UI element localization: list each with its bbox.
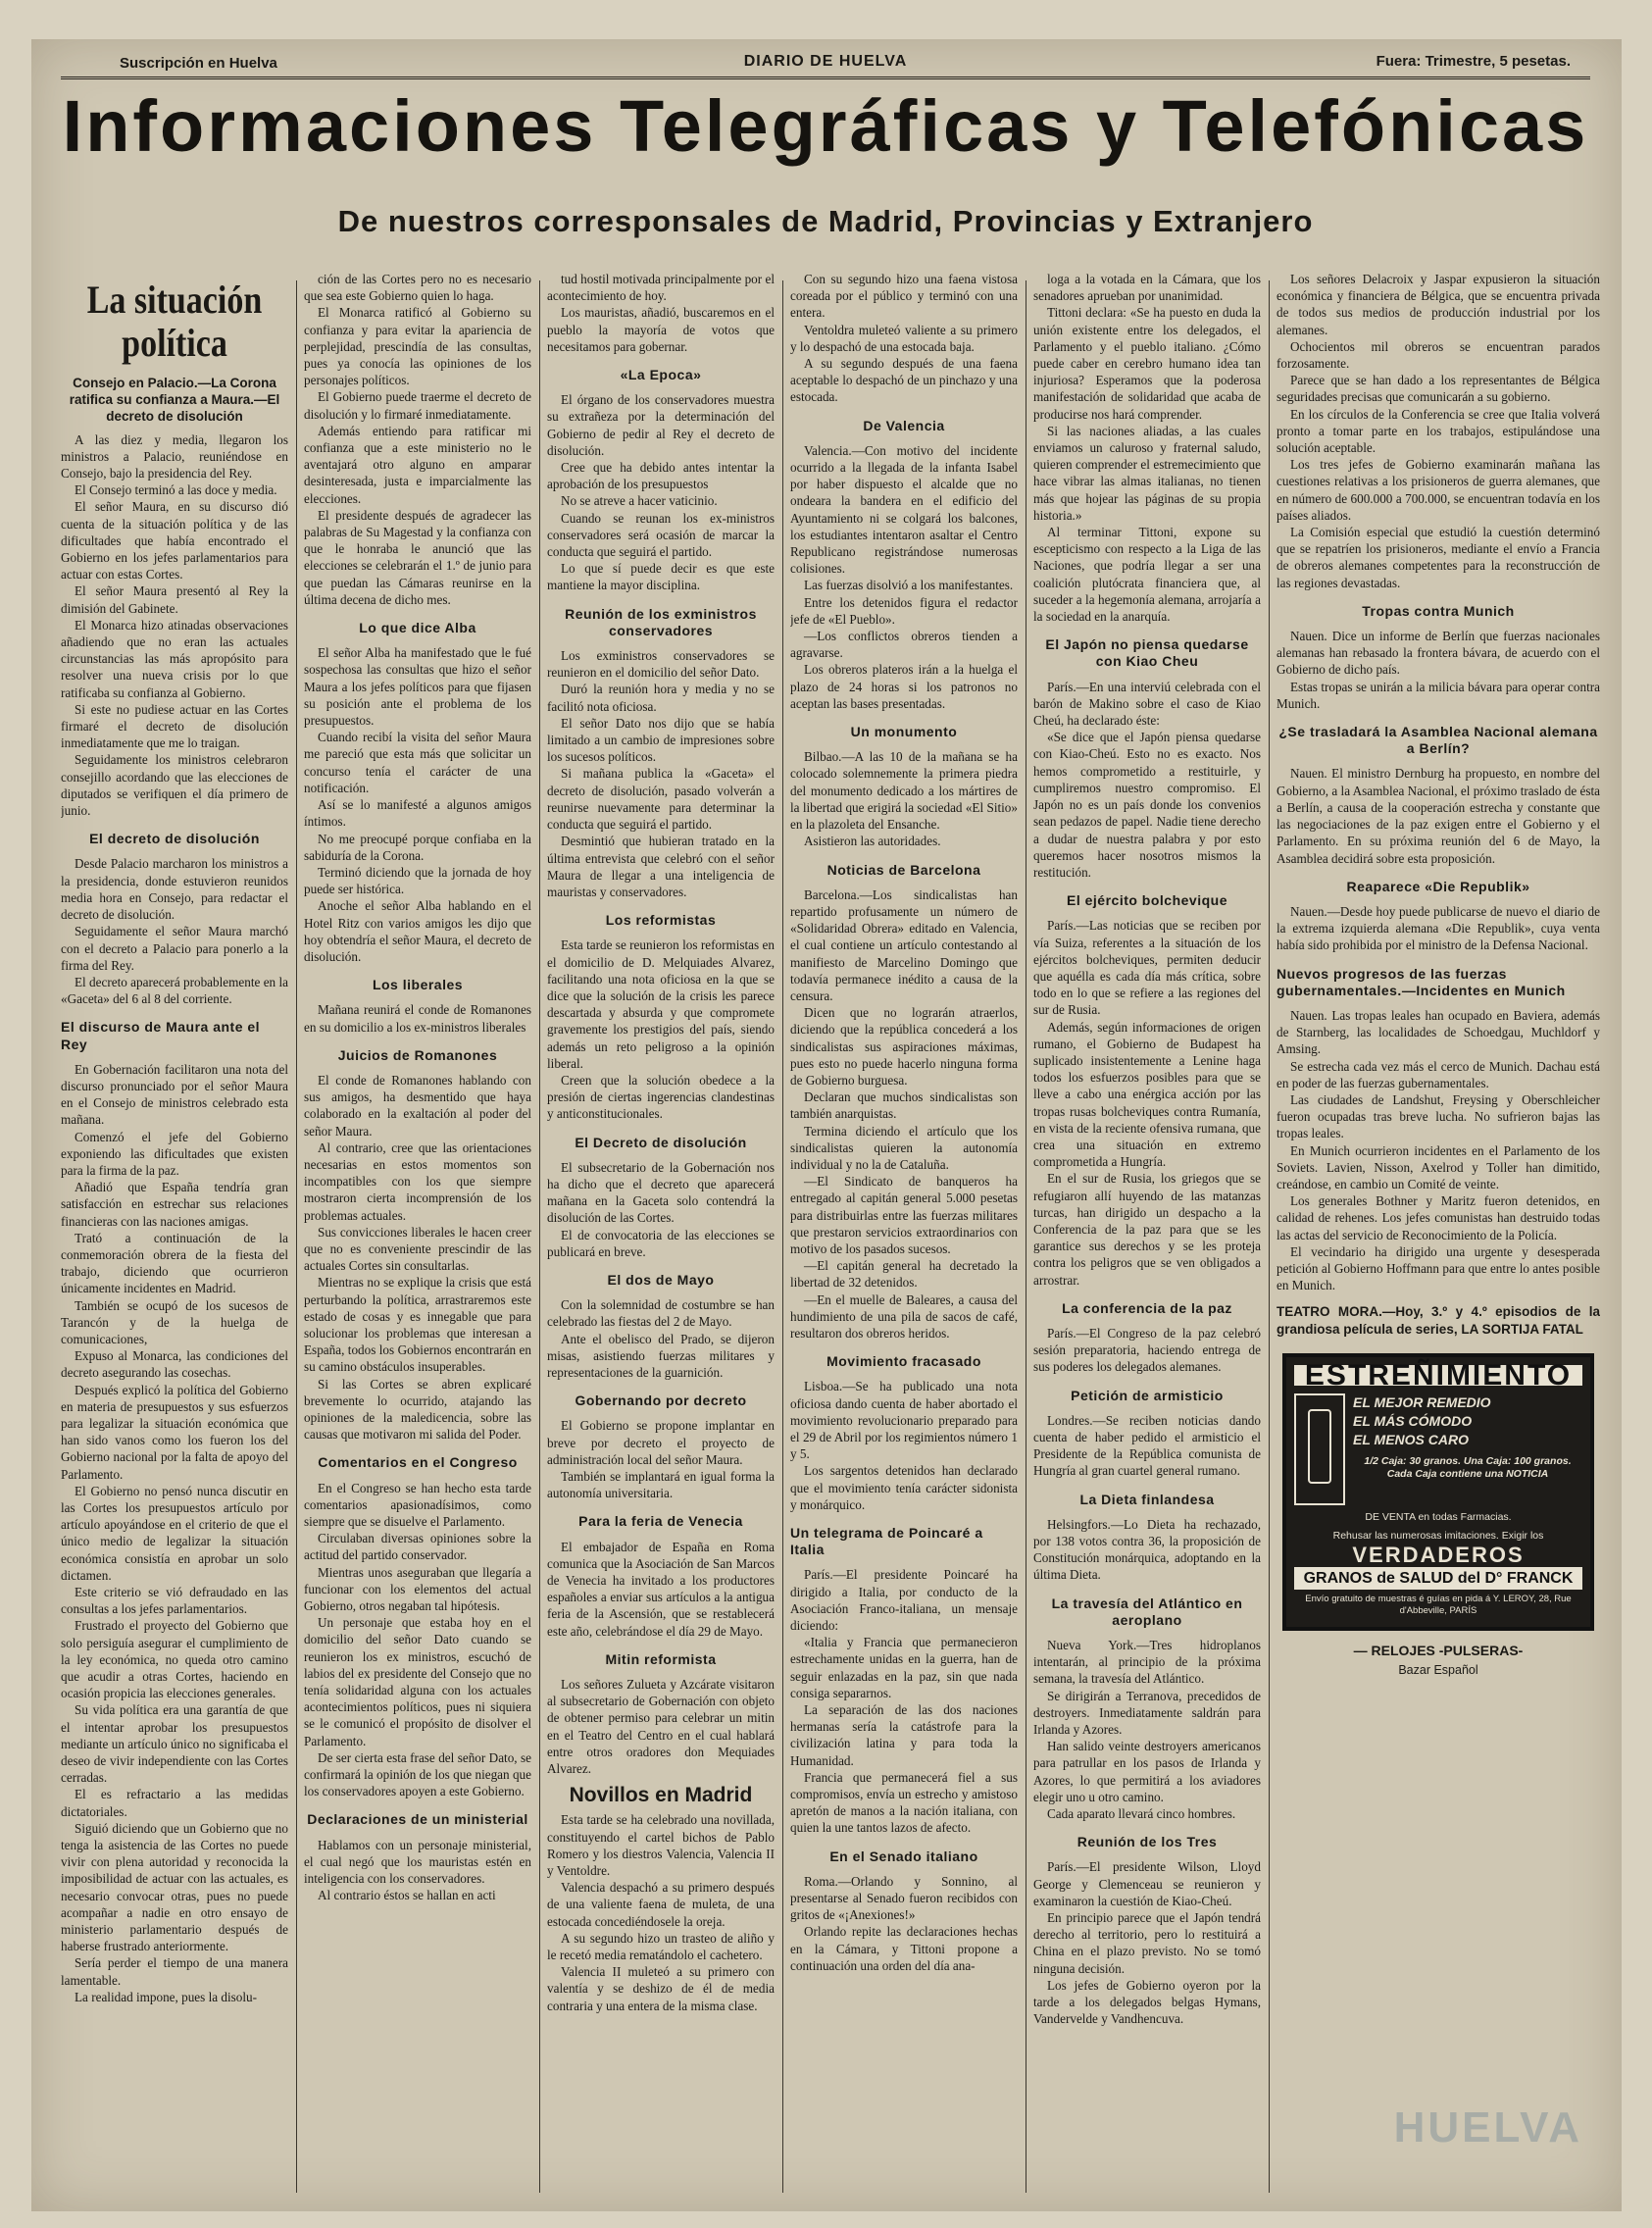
paragraph: Sus convicciones liberales le hacen creer que no es conveniente prescindir de las actuales Cortes sin consultarlas. [304,1224,531,1274]
paragraph: Con su segundo hizo una faena vistosa coreada por el público y terminó con una entera. [790,272,1018,321]
paragraph: Han salido veinte destroyers americanos para patrullar en los pasos de Irlanda y Azores, lo que permitirá a los aviadores elegir uno u otro camino. [1033,1739,1261,1804]
advert-claim: EL MÁS CÓMODO [1353,1412,1473,1429]
paragraph: Lo que sí puede decir es que este mantiene la mayor disciplina. [547,561,775,593]
paragraph: Ochocientos mil obreros se encuentran parados forzosamente. [1277,338,1600,372]
section-heading-large: Novillos en Madrid [569,1784,753,1807]
column-rule [1269,280,1270,2193]
article-lead: Consejo en Palacio.—La Corona ratifica su confianza a Maura.—El decreto de disolución [69,376,280,425]
section-heading: La Dieta finlandesa [1079,1491,1215,1507]
paragraph: En el Congreso se han hecho esta tarde comentarios apasionadísimos, como siempre que se disuelve el Parlamento. [304,1480,531,1530]
section-heading: Nuevos progresos de las fuerzas gubernamentales.—Incidentes en Munich [1277,965,1566,998]
paragraph: Nauen. El ministro Dernburg ha propuesto, en nombre del Gobierno, a la Asamblea Nacional, el próximo traslado de ésta a Berlín, a causa de la cooperación estrecha y constante que las negociaciones de la paz exigen entre el Gobierno y el Parlamento. En su próxima reunión del 6 de Mayo, la Asamblea decidirá sobre esta proposición. [1277,766,1600,866]
section-heading: ¿Se trasladará la Asamblea Nacional alemana a Berlín? [1278,724,1598,757]
paragraph: Cada aparato llevará cinco hombres. [1047,1806,1236,1822]
advert-footer: Envío gratuito de muestras é guías en pida á Y. LEROY, 28, Rue d'Abbeville, PARÍS [1305,1594,1572,1617]
paragraph: El embajador de España en Roma comunica que la Asociación de San Marcos de Venecia ha invitado a los productores españoles a enviar sus artículos a la antigua feria de la Ascensión, que se restablecerá este año, celebrándose el día 29 de Mayo. [547,1539,775,1639]
paragraph: «Se dice que el Japón piensa quedarse con Kiao-Cheú. Esto no es exacto. Nos hemos comprometido a restituirle, y cumpliremos nuestro compromiso. El Japón no es un país donde los convenios sean pedazos de papel. Nadie tiene derecho a dudar de nuestra palabra y por esto queremos hacer nosotros mismos la restitución. [1033,730,1261,880]
paragraph: Comenzó el jefe del Gobierno exponiendo las dificultades que existen para la firma de la paz. [61,1129,288,1178]
advert-small-print: Rehusar las numerosas imitaciones. Exigir los [1332,1529,1544,1542]
sub-headline: De nuestros corresponsales de Madrid, Provincias y Extranjero [337,204,1314,238]
paragraph: Francia que permanecerá fiel a sus compromisos, envía un estrecho y amistoso apretón de manos a la nación italiana, con quien la une tantos lazos de afecto. [790,1769,1018,1836]
paragraph: Lisboa.—Se ha publicado una nota oficiosa dando cuenta de haber abortado el movimiento revolucionario preparado para el 29 de Abril por los regimientos número 1 y 5. [790,1379,1018,1462]
section-heading: Petición de armisticio [1071,1387,1224,1403]
paragraph: También se implantará en igual forma la autonomía universitaria. [547,1469,775,1501]
archive-watermark: HUELVA [1393,2103,1582,2152]
paragraph: El presidente después de agradecer las palabras de Su Magestad y la confianza con que le honraba le anunció que las elecciones se celebrarán el 1.º de junio para que puedan las Cámaras reunirse en la última decena de dicho mes. [304,507,531,607]
paragraph: París.—Las noticias que se reciben por vía Suiza, referentes a la situación de los ejércitos bolcheviques, permiten deducir que aquélla es cada día más crítica, sobre todo en lo que se refiere a las regiones del sur de Rusia. [1033,918,1261,1018]
section-heading: Los liberales [372,977,464,993]
section-heading: Reunión de los Tres [1076,1834,1218,1850]
paragraph: Ventoldra muleteó valiente a su primero y lo despachó de una estocada baja. [790,322,1018,354]
paragraph: Los señores Zulueta y Azcárate visitaron al subsecretario de Gobernación con objeto de obtener permiso para celebrar un mitin en el Teatro del Centro en el cual hablará entre otros oradores don Mequiades Alvarez. [547,1677,775,1777]
newspaper-page [31,39,1622,2211]
paragraph: Expuso al Monarca, las condiciones del decreto asegurando las cosechas. [61,1348,288,1381]
advert-verdaderos: VERDADEROS [1352,1542,1525,1567]
paragraph: La separación de las dos naciones hermanas sería la catástrofe para la civilización latina y para toda la Humanidad. [790,1702,1018,1768]
advert-claim: EL MENOS CARO [1353,1431,1469,1447]
paragraph: Desmintió que hubieran tratado en la última entrevista que celebró con el señor Maura de llegar a una inteligencia de mauristas y conservadores. [547,834,775,899]
paragraph: El señor Dato nos dijo que se había limitado a un cambio de impresiones sobre los sucesos políticos. [547,715,775,765]
paragraph: Nueva York.—Tres hidroplanos intentarán, al principio de la próxima semana, la travesía del Atlántico. [1033,1638,1261,1687]
paragraph: Mientras unos aseguraban que llegaría a funcionar con los elementos del actual Gobierno, otros negaban tal hipótesis. [304,1564,531,1614]
paragraph: Asistieron las autoridades. [804,834,941,849]
column-4 [790,271,1018,2201]
paragraph: Los generales Bothner y Maritz fueron detenidos, en calidad de rehenes. Los jefes comunistas han destruido todas las actas del servicio de Reconocimiento de la Policía. [1277,1193,1600,1242]
article-title: La situación política [86,278,263,365]
paragraph: El señor Maura, en su discurso dió cuenta de la situación política y de las dificultades que había encontrado el Gobierno en los jefes parlamentarios para actuar con estas Cortes. [61,499,288,582]
paragraph: El de convocatoria de las elecciones se publicará en breve. [547,1227,775,1259]
advert-small-print: DE VENTA en todas Farmacias. [1365,1510,1512,1523]
paragraph: El Monarca hizo atinadas observaciones añadiendo que no eran las actuales circunstancias las más apropósito para resolver una nueva crisis por lo que ratificaba su confianza al Gobierno. [61,617,288,700]
masthead-price: Fuera: Trimestre, 5 pesetas. [1376,53,1571,70]
paragraph: Seguidamente el señor Maura marchó con el decreto a Palacio para ponerlo a la firma del Rey. [61,924,288,973]
paragraph: Terminó diciendo que la jornada de hoy puede ser histórica. [304,864,531,897]
section-heading: Gobernando por decreto [575,1392,747,1409]
paragraph: Si las naciones aliadas, a las cuales enviamos un caluroso y fraternal saludo, quieren comprender el estremecimiento que hace vibrar las almas italianas, no tienen más que hojear las páginas de su propia historia.» [1033,423,1261,523]
section-heading: Declaraciones de un ministerial [307,1811,528,1828]
paragraph: Cuando se reunan los ex-ministros conservadores será ocasión de marcar la conducta que seguirá el partido. [547,510,775,560]
paragraph: Roma.—Orlando y Sonnino, al presentarse al Senado fueron recibidos con gritos de «¡Anexiones!» [790,1873,1018,1923]
column-rule [296,280,297,2193]
paragraph: Este criterio se vió defraudado en las consultas a los jefes parlamentarios. [61,1585,288,1617]
paragraph: «Italia y Francia que permanecieron estrechamente unidas en la guerra, han de seguir enlazadas en la paz, sin que nada consiga separarnos. [790,1635,1018,1700]
advert-subtitle: Bazar Español [1398,1662,1478,1677]
paragraph: Después explicó la política del Gobierno en materia de presupuestos y sus esfuerzos para legalizar la situación económica que han sido vanos como los fueron los del Gobierno nacional por la falta de apoyo del Parlamento. [61,1382,288,1482]
paragraph: Trató a continuación de la conmemoración obrera de la fiesta del trabajo, diciendo que ocurrieron únicamente incidentes en Madrid. [61,1230,288,1296]
advert-title: — RELOJES -PULSERAS- [1353,1643,1524,1659]
paragraph: Nauen. Dice un informe de Berlín que fuerzas nacionales alemanas han rebasado la frontera bávara, de acuerdo con el Gobierno de dicho país. [1277,629,1600,678]
paragraph: Si este no pudiese actuar en las Cortes firmaré el decreto de disolución inmediatamente que me lo traigan. [61,701,288,751]
paragraph: Las fuerzas disolvió a los manifestantes. [804,578,1014,593]
paragraph: El vecindario ha dirigido una urgente y desesperada petición al Gobierno Hoffmann para que entre lo antes posible en Munich. [1277,1243,1600,1293]
main-headline: Informaciones Telegráficas y Telefónicas [62,85,1589,167]
paragraph: El señor Alba ha manifestado que le fué sospechosa las consultas que hizo el señor Maura a los jefes políticos para que fijasen su posición ante el problema de los presupuestos. [304,645,531,729]
paragraph: Además, según informaciones de origen rumano, el Gobierno de Budapest ha suplicado insistentemente a Lenine haga todos los esfuerzos posibles para que se lleve a cabo una enérgica acción por las tropas rusas bolcheviques contra Rumanía, en vista de la reciente ofensiva rumana, que crea una situación en extremo comprometida a Hungría. [1033,1019,1261,1170]
section-heading: La conferencia de la paz [1062,1299,1232,1316]
section-heading: El ejército bolchevique [1067,892,1227,909]
paragraph: Siguió diciendo que un Gobierno que no tenga la asistencia de las Cortes no puede vivir con plena autoridad y reconocida la imposibilidad de actuar con las actuales, es necesario convocar otras, pues no puede acompañar a nadie en otro ensayo de ministerio parlamentario después de haberse frustrado anteriormente. [61,1820,288,1954]
paragraph: Desde Palacio marcharon los ministros a la presidencia, donde estuvieron reunidos media hora en Consejo, para redactar el decreto de disolución. [61,856,288,923]
paragraph: No se atreve a hacer vaticinio. [561,493,718,509]
paragraph: De ser cierta esta frase del señor Dato, se confirmará la opinión de los que niegan que los conservadores apoyen a este Gobierno. [304,1749,531,1799]
paragraph: Valencia II muleteó a su primero con valentía y se deshizo de él de media contraria y una entera de la misma clase. [547,1964,775,2013]
paragraph: —Los conflictos obreros tienden a agravarse. [790,629,1018,661]
paragraph: Con la solemnidad de costumbre se han celebrado las fiestas del 2 de Mayo. [547,1297,775,1330]
paragraph: tud hostil motivada principalmente por el acontecimiento de hoy. [547,272,775,304]
column-rule [539,280,540,2193]
paragraph: loga a la votada en la Cámara, que los senadores aprueban por unanimidad. [1033,272,1261,304]
paragraph: El subsecretario de la Gobernación nos ha dicho que el decreto que aparecerá mañana en la Gaceta solo contendrá la disolución de las Cortes. [547,1159,775,1226]
theatre-advertisement: TEATRO MORA.—Hoy, 3.º y 4.º episodios de la grandiosa película de series, LA SORTIJA FATAL [1277,1304,1600,1337]
section-heading: Un monumento [850,724,958,740]
paragraph: ción de las Cortes pero no es necesario que sea este Gobierno quien lo haga. [304,272,531,304]
paragraph: Los sargentos detenidos han declarado que el movimiento tenía carácter sidonista y monárquico. [790,1463,1018,1512]
paragraph: Un personaje que estaba hoy en el domicilio del señor Dato cuando se reunieron los ex ministros, escuchó de labios del ex presidente del Consejo que no tenía solidaridad alguna con los actuales acontecimientos políticos, pues ni siquiera se le comunicó el propósito de disolver el Parlamento. [304,1615,531,1748]
paragraph: Nauen. Las tropas leales han ocupado en Baviera, además de Starnberg, las localidades de Schoedgau, Muchldorf y Amsing. [1277,1007,1600,1057]
paragraph: Creen que la solución obedece a la presión de ciertas ingerencias clandestinas y anticonstitucionales. [547,1072,775,1122]
paragraph: Circulaban diversas opiniones sobre la actitud del partido conservador. [304,1531,531,1563]
paragraph: Frustrado el proyecto del Gobierno que solo persiguía asegurar el cumplimiento de la ley económica, no queda otro camino que acudir a otras Cortes, haciendo en ocasión propicia las elecciones generales. [61,1618,288,1701]
section-heading: De Valencia [863,417,945,433]
section-heading: Un telegrama de Poincaré a Italia [790,1525,983,1558]
paragraph: Seguidamente los ministros celebraron consejillo acordando que las elecciones de diputados se verifiquen el día primero de junio. [61,752,288,819]
paragraph: —El Sindicato de banqueros ha entregado al capitán general 5.000 pesetas para distribuirlas entre las fuerzas militares que prestaron servicios extraordinarios con motivo de los pasados sucesos. [790,1174,1018,1256]
section-heading: Reunión de los exministros conservadores [565,605,757,638]
section-heading: Reaparece «Die Republik» [1346,878,1530,894]
paragraph: En los círculos de la Conferencia se cree que Italia volverá pronto a tomar parte en los trabajos, estipulándose una solución aceptable. [1277,406,1600,456]
advert-small-print: 1/2 Caja: 30 granos. Una Caja: 100 granos. Cada Caja contiene una NOTICIA [1364,1454,1572,1480]
paragraph: Se estrecha cada vez más el cerco de Munich. Dachau está en poder de las fuerzas gubernamentales. [1277,1058,1600,1090]
paragraph: Añadió que España tendría gran satisfacción en estrechar sus relaciones financieras con las naciones amigas. [61,1180,288,1229]
paragraph: Parece que se han dado a los representantes de Bélgica seguridades precisas que comunicarán a su gobierno. [1277,373,1600,405]
masthead-title: DIARIO DE HUELVA [743,53,908,70]
section-heading: La travesía del Atlántico en aeroplano [1051,1595,1243,1628]
section-heading: En el Senado italiano [829,1848,978,1864]
paragraph: El Consejo terminó a las doce y media. [75,482,277,498]
paragraph: Los tres jefes de Gobierno examinarán mañana las cuestiones relativas a los prisioneros de guerra alemanes, que en número de 600.000 a 700.000, se encuentran todavía en los países aliados. [1277,457,1600,523]
paragraph: Orlando repite las declaraciones hechas en la Cámara, y Tittoni propone a continuación una orden del día ana- [790,1924,1018,1973]
masthead [61,45,1590,79]
medicine-advertisement [1282,1353,1594,1632]
paragraph: Nauen.—Desde hoy puede publicarse de nuevo el diario de la extrema izquierda alemana «Die Republik», cuya venta había sido prohibida por el ministro de la Defensa Nacional. [1277,903,1600,953]
paragraph: Cuando recibí la visita del señor Maura me pareció que esta más que solicitar un concurso tenía el carácter de una notificación. [304,730,531,795]
paragraph: París.—En una interviú celebrada con el barón de Makino sobre el caso de Kiao Cheú, ha declarado éste: [1033,679,1261,729]
paragraph: Entre los detenidos figura el redactor jefe de «El Pueblo». [790,594,1018,627]
section-heading: Para la feria de Venecia [578,1513,743,1530]
paragraph: Tittoni declara: «Se ha puesto en duda la unión existente entre los delegados, el Parlamento y el pueblo italiano. ¿Cómo puede caber en cerebro humano idea tan injuriosa? Esperamos que la poderosa manifestación de solidaridad que acaba de producirse nos hará comprender. [1033,305,1261,422]
section-heading: El discurso de Maura ante el Rey [61,1019,261,1052]
paragraph: El conde de Romanones hablando con sus amigos, ha desmentido que haya colaborado en la exaltación al poder del señor Maura. [304,1072,531,1139]
column-3 [547,271,775,2201]
paragraph: El decreto aparecerá probablemente en la «Gaceta» del 6 al 8 del corriente. [61,974,288,1007]
column-1 [61,271,288,2201]
paragraph: Al terminar Tittoni, expone su escepticismo con respecto a la Liga de las Naciones, que podría llegar a ser una coalición plutócrata financiera que, al suceder a la hegemonía alemana, arrojaría a la sociedad en la anarquía. [1033,525,1261,625]
paragraph: Declaran que muchos sindicalistas son también anarquistas. [790,1089,1018,1122]
paragraph: Mañana reunirá el conde de Romanones en su domicilio a los ex-ministros liberales [304,1002,531,1035]
paragraph: Los obreros plateros irán a la huelga el plazo de 24 horas si los patronos no aceptan las bases presentadas. [790,662,1018,711]
paragraph: El es refractario a las medidas dictatoriales. [61,1787,288,1819]
paragraph: A las diez y media, llegaron los ministros a Palacio, reuniéndose en Consejo, bajo la presidencia del Rey. [61,431,288,481]
watch-advertisement [1277,1643,1600,1678]
paragraph: Londres.—Se reciben noticias dando cuenta de haber pedido el armisticio el Presidente de la República comunista de Hungría al gran cuartel general rumano. [1033,1412,1261,1479]
paragraph: París.—El presidente Wilson, Lloyd George y Clemenceau se reunieron y examinaron la cuestión de Kiao-Cheú. [1033,1859,1261,1908]
paragraph: Los jefes de Gobierno oyeron por la tarde a los delegados belgas Hymans, Vandervelde y Vandhencuva. [1033,1977,1261,2027]
paragraph: Esta tarde se reunieron los reformistas en el domicilio de D. Melquiades Alvarez, facilitando una nota oficiosa en la que se dice que la solución de la crisis les parece descartada y absurda y que compromete gravemente los prestigios del país, siendo además un reto peligroso a la opinión liberal. [547,937,775,1071]
column-6 [1277,271,1600,2201]
paragraph: Helsingfors.—Lo Dieta ha rechazado, por 138 votos contra 36, la proposición de Constitución monárquica, adoptando en la última Dieta. [1033,1516,1261,1583]
paragraph: El Gobierno se propone implantar en breve por decreto el proyecto de administración local del señor Maura. [547,1418,775,1467]
pill-box-icon [1294,1393,1345,1505]
paragraph: París.—El presidente Poincaré ha dirigido a Italia, por conducto de la Asociación Franco-italiana, un mensaje diciendo: [790,1567,1018,1634]
masthead-subscription: Suscripción en Huelva [120,55,277,72]
paragraph: —En el muelle de Baleares, a causa del hundimiento de una pila de sacos de café, resultaron dos obreros heridos. [790,1291,1018,1341]
section-heading: El decreto de disolución [89,831,260,847]
paragraph: Los señores Delacroix y Jaspar expusieron la situación económica y financiera de Bélgica, que se encuentra privada de todos sus medios de producción industrial por los alemanes. [1277,272,1600,337]
paragraph: Anoche el señor Alba hablando en el Hotel Ritz con varios amigos les dijo que hoy obtendría el señor Maura, el decreto de disolución. [304,898,531,964]
paragraph: Duró la reunión hora y media y no se facilitó nota oficiosa. [547,682,775,714]
paragraph: —El capitán general ha decretado la libertad de 32 detenidos. [790,1258,1018,1291]
paragraph: En el sur de Rusia, los griegos que se refugiaron allí huyendo de las matanzas turcas, han dirigido un despacho a la Conferencia de la paz para que se les garantice sus derechos y se les proteja contra los peligros que se ven obligados a arrostrar. [1033,1171,1261,1288]
paragraph: A su segundo hizo un trasteo de aliño y le recetó media rematándolo el cachetero. [547,1930,775,1963]
paragraph: Además entiendo para ratificar mi confianza que a este ministerio no le aventajará otro alguno en amparar desinteresada, justa e imparcialmente las elecciones. [304,423,531,506]
paragraph: El Monarca ratificó al Gobierno su confianza y para evitar la apariencia de perplejidad, prescindía de las consultas, pues ya conocía las opiniones de los personajes políticos. [304,305,531,388]
paragraph: Hablamos con un personaje ministerial, el cual negó que los mauristas estén en inteligencia con los conservadores. [304,1837,531,1887]
paragraph: A su segundo después de una faena aceptable lo despachó de un pinchazo y una estocada. [790,356,1018,405]
column-2 [304,271,531,2201]
paragraph: El señor Maura presentó al Rey la dimisión del Gabinete. [61,583,288,616]
paragraph: Los mauristas, añadió, buscaremos en el pueblo la mayoría de votos que necesitamos para gobernar. [547,305,775,354]
paragraph: Si mañana publica la «Gaceta» el decreto de disolución, pasado volverán a reunirse nuevamente para determinar la conducta que seguirá el partido. [547,766,775,833]
advert-title: ESTREÑIMIENTO [1294,1365,1582,1386]
paragraph: Barcelona.—Los sindicalistas han repartido profusamente un número de «Solidaridad Obrera» editado en Valencia, el cual contiene un artículo contestando al manifiesto de Marcelino Domingo que todavía permanece inédito a causa de la censura. [790,886,1018,1003]
paragraph: Se dirigirán a Terranova, precedidos de destroyers. Inmediatamente saldrán para Irlanda y Azores. [1033,1688,1261,1738]
advert-claim: EL MEJOR REMEDIO [1353,1393,1491,1410]
paragraph: Sería perder el tiempo de una manera lamentable. [61,1955,288,1988]
section-heading: Movimiento fracasado [826,1353,981,1370]
paragraph: Estas tropas se unirán a la milicia bávara para operar contra Munich. [1277,679,1600,711]
paragraph: Dicen que no lograrán atraerlos, diciendo que la república concederá a los sindicalistas sus aspiraciones máximas, pues esto no puede hacerlo ninguna forma de Gobierno burguesa. [790,1005,1018,1088]
paragraph: Las ciudades de Landshut, Freysing y Oberschleicher fueron ocupadas tras breve lucha. No sufrieron bajas las tropas leales. [1277,1091,1600,1141]
article-columns [61,271,1602,2203]
paragraph: Si las Cortes se abren explicaré brevemente lo ocurrido, atajando las opiniones de la maledicencia, sobre las causas que motivaron mi salida del Poder. [304,1376,531,1443]
paragraph: También se ocupó de los sucesos de Tarancón y de la huelga de comunicaciones, [61,1297,288,1346]
paragraph: Valencia despachó a su primero después de una valiente faena de muleta, de una estocada concediéndosele la oreja. [547,1880,775,1929]
column-5 [1033,271,1261,2201]
section-heading: Juicios de Romanones [337,1046,498,1063]
section-heading: Lo que dice Alba [359,620,476,636]
paragraph: En principio parece que el Japón tendrá derecho al territorio, pero lo restituirá a China en el plazo previsto. No se tomó ninguna decisión. [1033,1910,1261,1976]
section-heading: El Decreto de disolución [575,1134,747,1150]
section-heading: Tropas contra Munich [1362,602,1515,619]
column-rule [782,280,783,2193]
section-heading: Los reformistas [605,912,717,929]
paragraph: El Gobierno puede traerme el decreto de disolución y lo firmaré inmediatamente. [304,389,531,422]
section-heading: Mitin reformista [605,1650,717,1667]
paragraph: La Comisión especial que estudió la cuestión determinó que se repatríen los prisioneros, mediante el envío a Francia de obreros alemanes competentes para la reconstrucción de las regiones devastadas. [1277,525,1600,590]
paragraph: En Gobernación facilitaron una nota del discurso pronunciado por el señor Maura en el Consejo de ministros celebrado esta mañana. [61,1061,288,1128]
paragraph: París.—El Congreso de la paz celebró sesión preparatoria, haciendo entrega de sus poderes los delegados alemanes. [1033,1325,1261,1375]
paragraph: Bilbao.—A las 10 de la mañana se ha colocado solemnemente la primera piedra del monumento dedicado a los mártires de la libertad que erigirá la sociedad «El Sitio» en la plazoleta del Ensanche. [790,749,1018,833]
paragraph: Esta tarde se ha celebrado una novillada, constituyendo el cartel bichos de Pablo Romero y los diestros Valencia, Valencia II y Ventoldre. [547,1812,775,1879]
section-heading: El dos de Mayo [607,1271,715,1288]
section-heading: El Japón no piensa quedarse con Kiao Cheu [1045,636,1249,670]
paragraph: En Munich ocurrieron incidentes en el Parlamento de los Soviets. Lavien, Nisson, Axelrod y Toller han dimitido, creándose, en cambio un Comité de veinte. [1277,1142,1600,1191]
paragraph: Termina diciendo el artículo que los sindicalistas quieren la autonomía individual y no la de Cataluña. [790,1123,1018,1172]
paragraph: Valencia.—Con motivo del incidente ocurrido a la llegada de la infanta Isabel por haber dispuesto el alcalde que no ondeara la bandera en el edificio del Ayuntamiento ni se colgará los balcones, los estudiantes intentaron asaltar el Centro Republicano registrándose numerosas colisiones. [790,442,1018,577]
paragraph: El órgano de los conservadores muestra su extrañeza por la determinación del Gobierno de pedir al Rey el decreto de disolución. [547,392,775,458]
paragraph: Mientras no se explique la crisis que está perturbando la política, arrastraremos este estado de cosas y es innegable que para solucionar los problemas que interesan a España, todos los Gobiernos encontrarán en su camino obstáculos insuperables. [304,1275,531,1375]
paragraph: Su vida política era una garantía de que el intentar aprobar los presupuestos mediante un artículo único no significaba el deseo de vivir independiente con las Cortes cerradas. [61,1702,288,1786]
paragraph: Al contrario éstos se hallan en acti [318,1888,496,1903]
section-heading: Comentarios en el Congreso [318,1454,518,1471]
paragraph: Cree que ha debido antes intentar la aprobación de los presupuestos [547,460,775,492]
paragraph: Ante el obelisco del Prado, se dijeron misas, asistiendo fuerzas militares y representaciones de la guarnición. [547,1331,775,1380]
section-heading: Noticias de Barcelona [826,861,981,878]
paragraph: Así se lo manifesté a algunos amigos íntimos. [304,797,531,830]
paragraph: Los exministros conservadores se reunieron en el domicilio del señor Dato. [547,648,775,681]
advert-brand: GRANOS de SALUD del D° FRANCK [1294,1567,1582,1590]
section-heading: «La Epoca» [620,367,702,383]
paragraph: Al contrario, cree que las orientaciones necesarias en estos momentos son incompatibles con los que siempre mostraron cierta incomprensión de los problemas actuales. [304,1139,531,1223]
paragraph: No me preocupé porque confiaba en la sabiduría de la Corona. [304,831,531,863]
paragraph: El Gobierno no pensó nunca discutir en las Cortes los presupuestos artículo por artículo apoyándose en el criterio de que el único medio de legalizar la situación económica consistía en aprobar un solo dictamen. [61,1483,288,1583]
paragraph: La realidad impone, pues la disolu- [75,1989,258,2004]
